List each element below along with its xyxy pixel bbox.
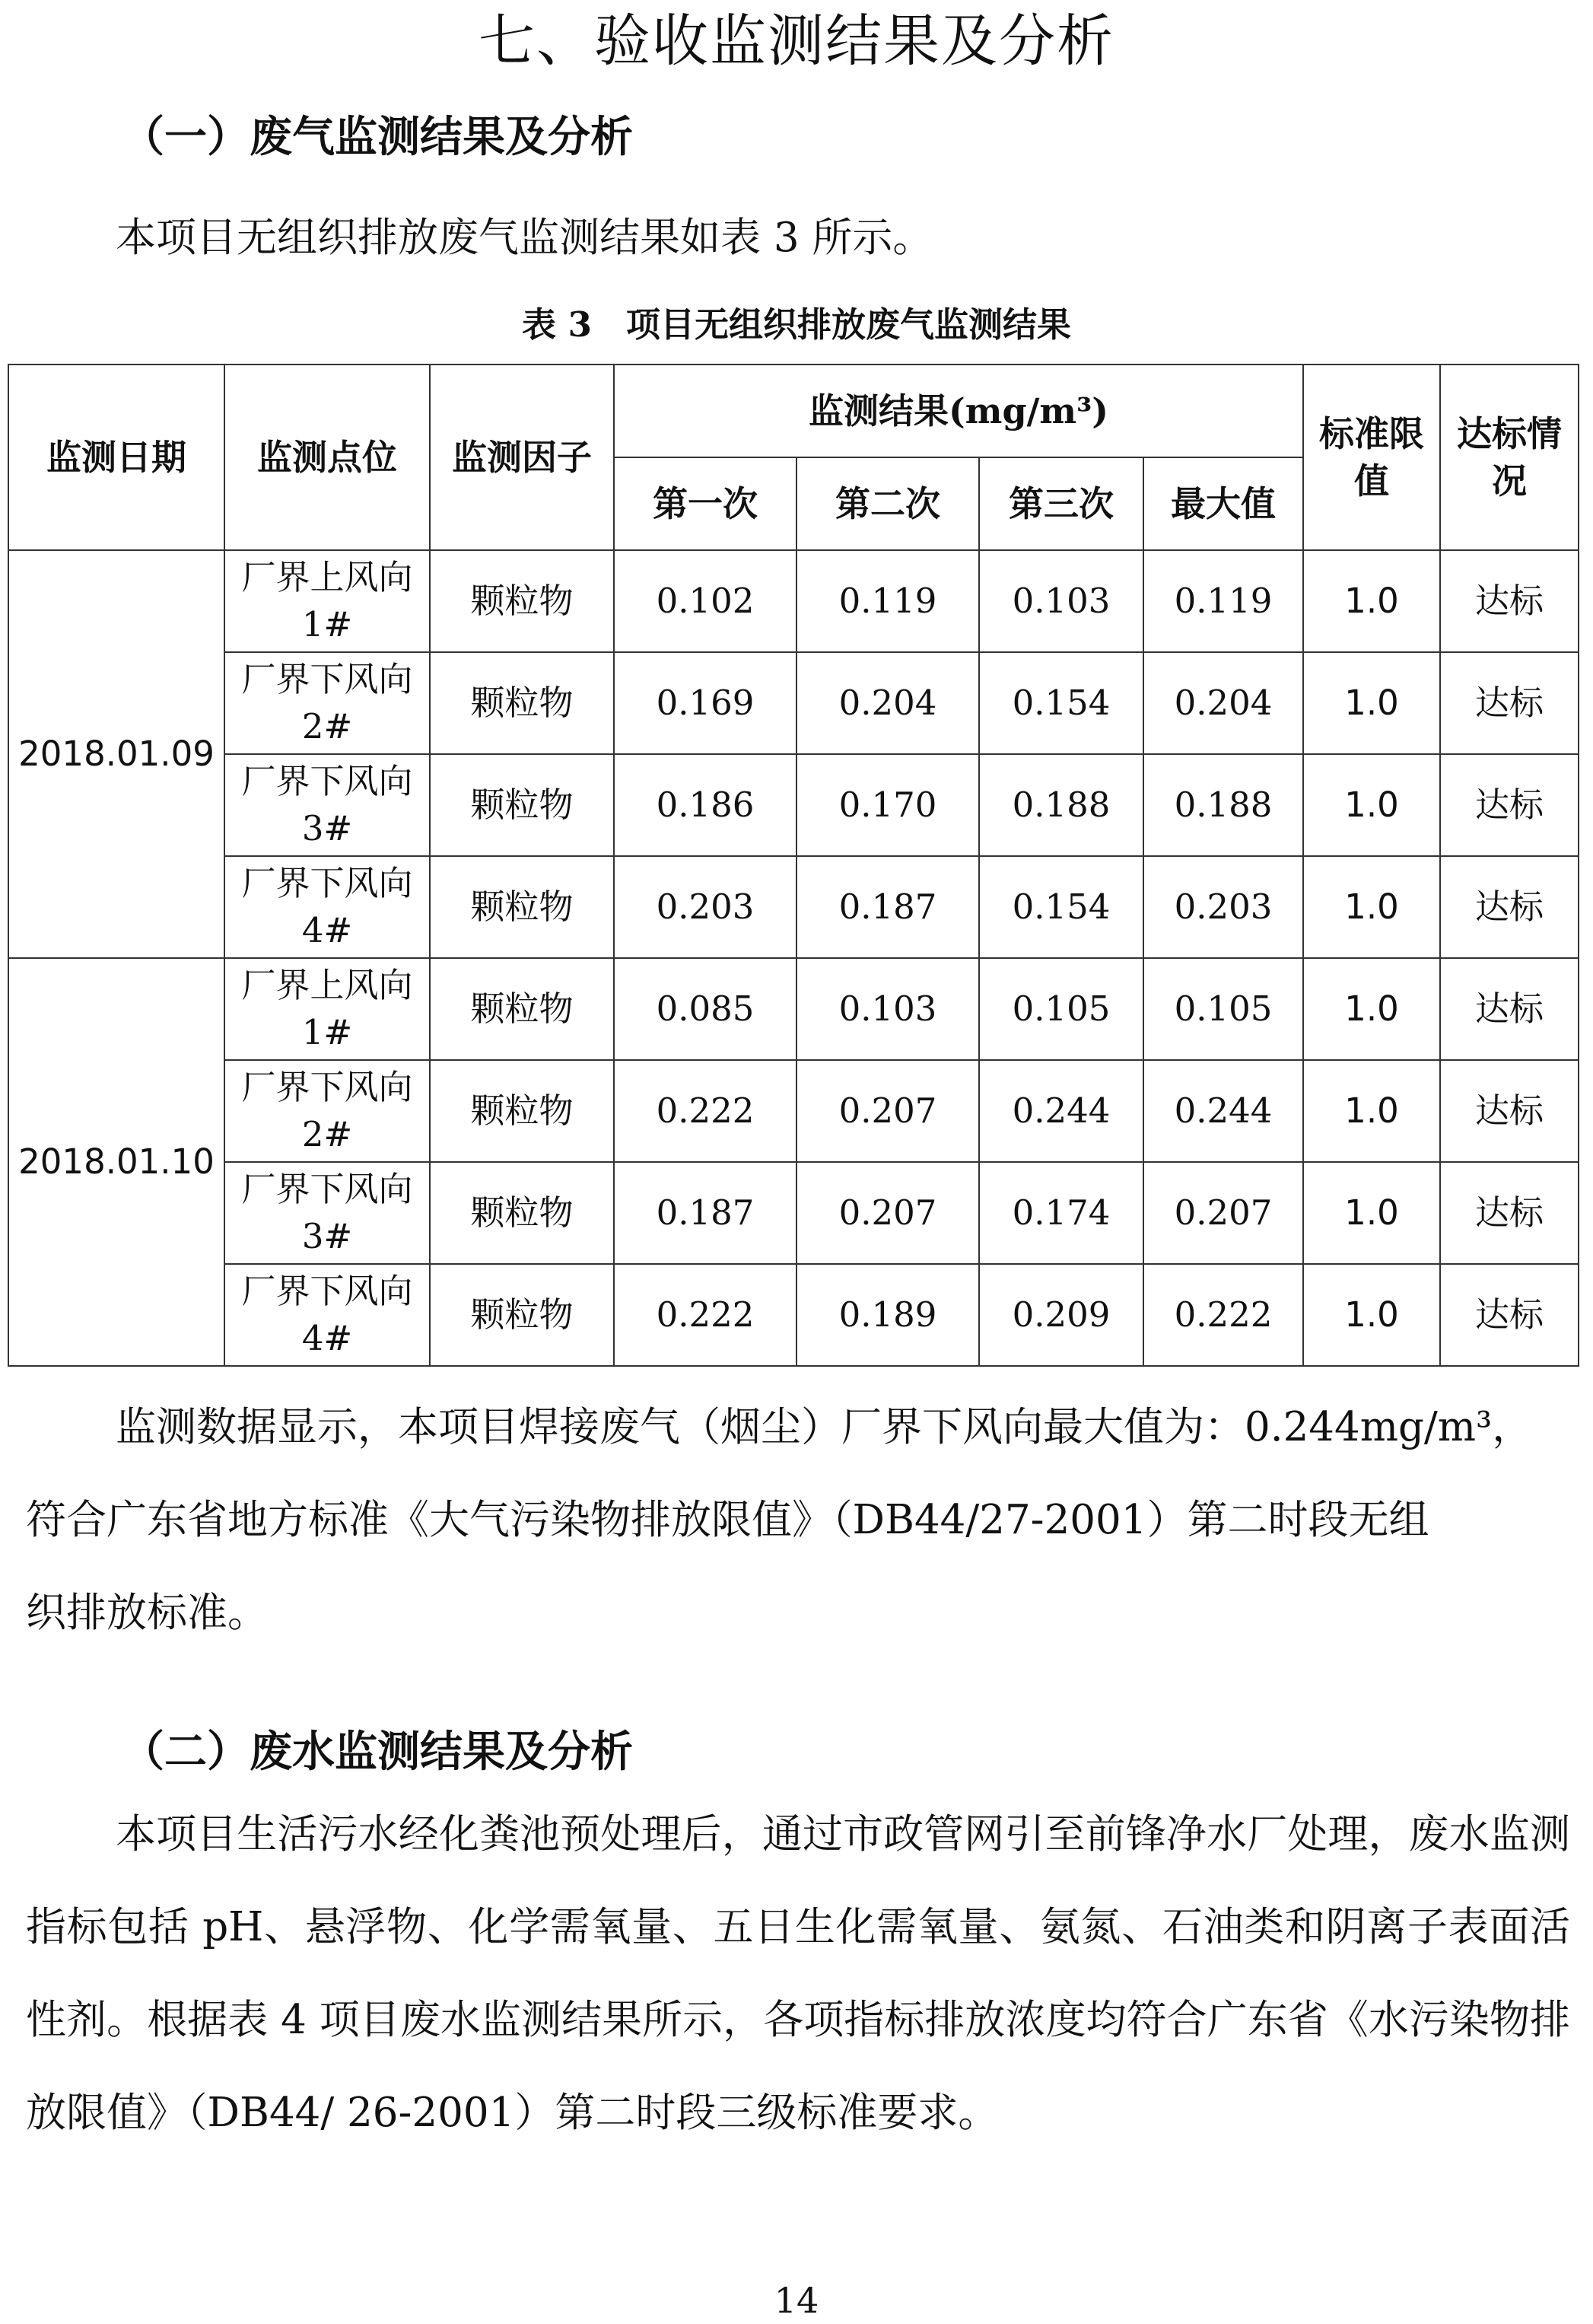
header-first: 第一次 — [614, 457, 796, 550]
max-value-cell: 0.244 — [1143, 1060, 1303, 1162]
factor-cell: 颗粒物 — [430, 856, 614, 958]
second-value-cell: 0.189 — [796, 1264, 979, 1366]
third-value-cell: 0.188 — [979, 754, 1143, 856]
third-value-cell: 0.244 — [979, 1060, 1143, 1162]
header-factor: 监测因子 — [430, 365, 614, 550]
factor-cell: 颗粒物 — [430, 1162, 614, 1264]
table-row — [8, 652, 1579, 754]
third-value-cell: 0.154 — [979, 652, 1143, 754]
first-value-cell: 0.085 — [614, 958, 796, 1060]
table-body — [8, 550, 1579, 1366]
max-value-cell: 0.203 — [1143, 856, 1303, 958]
date-cell: 2018.01.09 — [8, 550, 224, 958]
second-value-cell: 0.207 — [796, 1162, 979, 1264]
intro-paragraph: 本项目无组织排放废气监测结果如表 3 所示。 — [116, 215, 933, 261]
header-status: 达标情况 — [1440, 365, 1579, 550]
section-title-waste-gas: （一）废气监测结果及分析 — [122, 112, 633, 162]
conclusion-line-2: 符合广东省地方标准《大气污染物排放限值》（DB44/27-2001）第二时段无组 — [26, 1497, 1429, 1543]
third-value-cell: 0.154 — [979, 856, 1143, 958]
limit-cell: 1.0 — [1303, 754, 1440, 856]
status-cell: 达标 — [1440, 1060, 1579, 1162]
header-third: 第三次 — [979, 457, 1143, 550]
table-row — [8, 754, 1579, 856]
limit-cell: 1.0 — [1303, 1162, 1440, 1264]
second-value-cell: 0.207 — [796, 1060, 979, 1162]
max-value-cell: 0.188 — [1143, 754, 1303, 856]
factor-cell: 颗粒物 — [430, 1264, 614, 1366]
first-value-cell: 0.222 — [614, 1264, 796, 1366]
max-value-cell: 0.207 — [1143, 1162, 1303, 1264]
first-value-cell: 0.203 — [614, 856, 796, 958]
limit-cell: 1.0 — [1303, 1060, 1440, 1162]
limit-cell: 1.0 — [1303, 1264, 1440, 1366]
table-row — [8, 1264, 1579, 1366]
second-value-cell: 0.187 — [796, 856, 979, 958]
status-cell: 达标 — [1440, 1162, 1579, 1264]
second-value-cell: 0.103 — [796, 958, 979, 1060]
waste-water-paragraph: 本项目生活污水经化粪池预处理后，通过市政管网引至前锋净水厂处理，废水监测指标包括 pH、悬浮物、化学需氧量、五日生化需氧量、氨氮、石油类和阴离子表面活性剂。根据表 4 项目废水监测结果所示，各项指标排放浓度均符合广东省《水污染物排放限值》（DB44/ 26-2001）第二时段三级标准要求。 — [26, 1811, 1570, 2136]
factor-cell: 颗粒物 — [430, 958, 614, 1060]
first-value-cell: 0.169 — [614, 652, 796, 754]
second-value-cell: 0.170 — [796, 754, 979, 856]
header-point: 监测点位 — [224, 365, 430, 550]
header-max: 最大值 — [1143, 457, 1303, 550]
status-cell: 达标 — [1440, 754, 1579, 856]
table-caption: 表 3 项目无组织排放废气监测结果 — [522, 304, 1071, 345]
point-cell: 厂界下风向 2# — [224, 652, 430, 754]
point-cell: 厂界上风向 1# — [224, 958, 430, 1060]
limit-cell: 1.0 — [1303, 856, 1440, 958]
section-title-waste-water: （二）废水监测结果及分析 — [122, 1727, 633, 1777]
status-cell: 达标 — [1440, 1264, 1579, 1366]
factor-cell: 颗粒物 — [430, 550, 614, 652]
status-cell: 达标 — [1440, 550, 1579, 652]
limit-cell: 1.0 — [1303, 958, 1440, 1060]
limit-cell: 1.0 — [1303, 550, 1440, 652]
second-value-cell: 0.119 — [796, 550, 979, 652]
table-row — [8, 550, 1579, 652]
point-cell: 厂界下风向 4# — [224, 856, 430, 958]
table-row — [8, 1060, 1579, 1162]
table-row — [8, 958, 1579, 1060]
conclusion-line-3: 织排放标准。 — [26, 1590, 268, 1636]
third-value-cell: 0.103 — [979, 550, 1143, 652]
max-value-cell: 0.222 — [1143, 1264, 1303, 1366]
table-row — [8, 856, 1579, 958]
status-cell: 达标 — [1440, 652, 1579, 754]
status-cell: 达标 — [1440, 958, 1579, 1060]
header-limit: 标准限值 — [1303, 365, 1440, 550]
first-value-cell: 0.186 — [614, 754, 796, 856]
max-value-cell: 0.119 — [1143, 550, 1303, 652]
point-cell: 厂界上风向 1# — [224, 550, 430, 652]
factor-cell: 颗粒物 — [430, 1060, 614, 1162]
point-cell: 厂界下风向 3# — [224, 754, 430, 856]
factor-cell: 颗粒物 — [430, 652, 614, 754]
point-cell: 厂界下风向 4# — [224, 1264, 430, 1366]
header-date: 监测日期 — [8, 365, 224, 550]
first-value-cell: 0.187 — [614, 1162, 796, 1264]
point-cell: 厂界下风向 2# — [224, 1060, 430, 1162]
chapter-title: 七、验收监测结果及分析 — [479, 8, 1114, 74]
first-value-cell: 0.102 — [614, 550, 796, 652]
header-second: 第二次 — [796, 457, 979, 550]
header-result-group: 监测结果(mg/m³) — [614, 365, 1303, 457]
third-value-cell: 0.105 — [979, 958, 1143, 1060]
second-value-cell: 0.204 — [796, 652, 979, 754]
status-cell: 达标 — [1440, 856, 1579, 958]
conclusion-line-1: 监测数据显示，本项目焊接废气（烟尘）厂界下风向最大值为：0.244mg/m³， — [116, 1404, 1533, 1450]
max-value-cell: 0.204 — [1143, 652, 1303, 754]
third-value-cell: 0.174 — [979, 1162, 1143, 1264]
point-cell: 厂界下风向 3# — [224, 1162, 430, 1264]
table-row — [8, 1162, 1579, 1264]
max-value-cell: 0.105 — [1143, 958, 1303, 1060]
factor-cell: 颗粒物 — [430, 754, 614, 856]
third-value-cell: 0.209 — [979, 1264, 1143, 1366]
page-number: 14 — [774, 2280, 819, 2321]
limit-cell: 1.0 — [1303, 652, 1440, 754]
date-cell: 2018.01.10 — [8, 958, 224, 1366]
first-value-cell: 0.222 — [614, 1060, 796, 1162]
waste-gas-results-table — [8, 364, 1579, 1367]
